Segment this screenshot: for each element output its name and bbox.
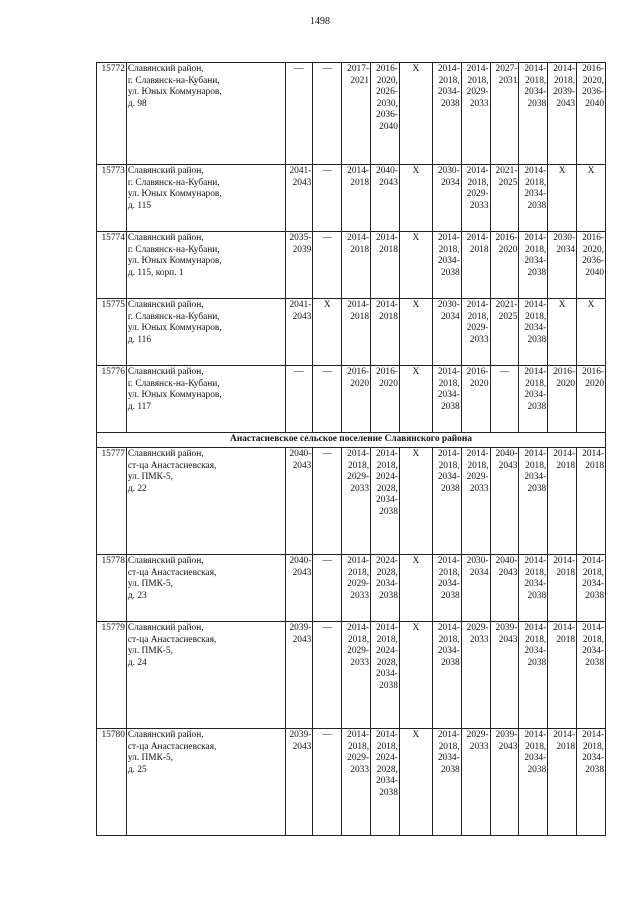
period-cell: —	[490, 366, 519, 433]
address-line: г. Славянск-на-Кубани,	[127, 378, 220, 389]
period-cell: 2016- 2020, 2036- 2040	[577, 63, 606, 165]
period-cell: 2016- 2020	[461, 366, 490, 433]
address-cell	[126, 555, 285, 622]
address-cell	[126, 448, 285, 555]
period-cell: 2014- 2018	[342, 232, 371, 299]
address-line: д. 25	[127, 764, 147, 775]
table-row	[97, 232, 606, 299]
address-line: ул. Юных Коммунаров,	[127, 87, 222, 98]
period-cell: 2040- 2043	[285, 555, 313, 622]
period-cell: 2014- 2018, 2034- 2038	[432, 63, 461, 165]
address-cell	[126, 729, 285, 836]
period-cell: 2021- 2025	[490, 165, 519, 232]
row-number: 15777	[97, 448, 127, 555]
period-cell: 2040- 2043	[490, 555, 519, 622]
period-cell: X	[399, 299, 432, 366]
table-row	[97, 555, 606, 622]
table-row	[97, 63, 606, 165]
address-line: Славянский район,	[127, 623, 204, 633]
row-number: 15774	[97, 232, 127, 299]
table-row	[97, 366, 606, 433]
period-cell: —	[313, 448, 342, 555]
address-cell	[126, 63, 285, 165]
period-cell: 2029- 2033	[461, 729, 490, 836]
period-cell: 2014- 2018, 2029- 2033	[461, 63, 490, 165]
address-line: Славянский район,	[127, 300, 204, 310]
address-line: ул. ПМК-5,	[127, 646, 174, 657]
period-cell: 2016- 2020, 2026- 2030, 2036- 2040	[371, 63, 400, 165]
period-cell: X	[399, 63, 432, 165]
address-line: ул. ПМК-5,	[127, 753, 174, 764]
address-line: г. Славянск-на-Кубани,	[127, 177, 220, 188]
period-cell: 2014- 2018, 2024- 2028, 2034- 2038	[371, 448, 400, 555]
period-cell: X	[399, 165, 432, 232]
row-number: 15773	[97, 165, 127, 232]
row-number: 15780	[97, 729, 127, 836]
period-cell: 2014- 2018, 2034- 2038	[519, 165, 548, 232]
address-line: Славянский район,	[127, 556, 204, 566]
period-cell: 2016- 2020	[548, 366, 577, 433]
period-cell: 2014- 2018	[548, 622, 577, 729]
period-cell: 2014- 2018, 2039- 2043	[548, 63, 577, 165]
period-cell: 2039- 2043	[285, 622, 313, 729]
period-cell: X	[548, 165, 577, 232]
period-cell: —	[313, 232, 342, 299]
page-number: 1498	[310, 16, 330, 27]
address-cell	[126, 622, 285, 729]
period-cell: —	[285, 366, 313, 433]
address-cell	[126, 299, 285, 366]
period-cell: X	[313, 299, 342, 366]
address-line: Славянский район,	[127, 64, 204, 74]
period-cell: 2030- 2034	[548, 232, 577, 299]
period-cell: 2014- 2018, 2034- 2038	[519, 729, 548, 836]
period-cell: 2014- 2018, 2029- 2033	[342, 555, 371, 622]
address-line: д. 23	[127, 590, 147, 601]
period-cell: X	[577, 165, 606, 232]
period-cell: 2029- 2033	[461, 622, 490, 729]
period-cell: 2014- 2018, 2024- 2028, 2034- 2038	[371, 622, 400, 729]
table-row	[97, 448, 606, 555]
period-cell: 2014- 2018, 2034- 2038	[519, 555, 548, 622]
period-cell: 2030- 2034	[461, 555, 490, 622]
period-cell: —	[313, 63, 342, 165]
address-line: д. 116	[127, 334, 152, 345]
period-cell: 2014- 2018, 2029- 2033	[342, 448, 371, 555]
period-cell: 2014- 2018, 2024- 2028, 2034- 2038	[371, 729, 400, 836]
table-row	[97, 622, 606, 729]
address-line: ул. Юных Коммунаров,	[127, 390, 222, 401]
address-cell	[126, 165, 285, 232]
period-cell: 2014- 2018, 2034- 2038	[432, 366, 461, 433]
period-cell: 2016- 2020	[577, 366, 606, 433]
period-cell: 2039- 2043	[285, 729, 313, 836]
period-cell: 2040- 2043	[285, 448, 313, 555]
period-cell: 2014- 2018, 2034- 2038	[432, 622, 461, 729]
period-cell: 2041- 2043	[285, 165, 313, 232]
address-line: ст-ца Анастасиевская,	[127, 634, 217, 645]
period-cell: 2040- 2043	[490, 448, 519, 555]
period-cell: X	[548, 299, 577, 366]
period-cell: 2039- 2043	[490, 729, 519, 836]
period-cell: 2014- 2018	[342, 299, 371, 366]
period-cell: 2014- 2018, 2034- 2038	[432, 448, 461, 555]
period-cell: —	[313, 366, 342, 433]
period-cell: 2014- 2018, 2034- 2038	[519, 366, 548, 433]
period-cell: X	[399, 729, 432, 836]
period-cell: 2030- 2034	[432, 165, 461, 232]
address-line: ст-ца Анастасиевская,	[127, 567, 217, 578]
period-cell: 2014- 2018	[371, 299, 400, 366]
address-line: д. 22	[127, 483, 147, 494]
address-line: д. 98	[127, 98, 147, 109]
period-cell: 2017- 2021	[342, 63, 371, 165]
period-cell: 2016- 2020	[371, 366, 400, 433]
address-cell	[126, 366, 285, 433]
address-line: ул. Юных Коммунаров,	[127, 256, 222, 267]
period-cell: 2014- 2018	[548, 448, 577, 555]
period-cell: X	[399, 232, 432, 299]
period-cell: 2024- 2028, 2034- 2038	[371, 555, 400, 622]
row-number: 15776	[97, 366, 127, 433]
address-line: г. Славянск-на-Кубани,	[127, 75, 220, 86]
period-cell: 2014- 2018	[548, 729, 577, 836]
period-cell: 2014- 2018	[342, 165, 371, 232]
row-number: 15779	[97, 622, 127, 729]
period-cell: 2014- 2018, 2034- 2038	[577, 729, 606, 836]
period-cell: X	[399, 366, 432, 433]
period-cell: 2014- 2018, 2034- 2038	[519, 622, 548, 729]
section-row	[97, 433, 606, 448]
period-cell: 2014- 2018, 2034- 2038	[432, 232, 461, 299]
period-cell: 2016- 2020, 2036- 2040	[577, 232, 606, 299]
table-row	[97, 729, 606, 836]
period-cell: 2014- 2018, 2029- 2033	[461, 299, 490, 366]
register-table	[96, 62, 606, 836]
address-line: ул. ПМК-5,	[127, 579, 174, 590]
period-cell: 2014- 2018, 2029- 2033	[461, 165, 490, 232]
period-cell: 2014- 2018, 2034- 2038	[519, 232, 548, 299]
address-line: ст-ца Анастасиевская,	[127, 460, 217, 471]
period-cell: 2039- 2043	[490, 622, 519, 729]
address-line: г. Славянск-на-Кубани,	[127, 311, 220, 322]
period-cell: 2016- 2020	[490, 232, 519, 299]
period-cell: 2014- 2018, 2034- 2038	[519, 299, 548, 366]
period-cell: 2014- 2018, 2029- 2033	[342, 622, 371, 729]
address-line: д. 115	[127, 200, 152, 211]
period-cell: —	[313, 622, 342, 729]
rows-after	[97, 448, 606, 836]
period-cell: —	[313, 729, 342, 836]
period-cell: X	[399, 448, 432, 555]
period-cell: 2014- 2018, 2029- 2033	[461, 448, 490, 555]
address-line: д. 117	[127, 401, 152, 412]
period-cell: 2014- 2018, 2034- 2038	[577, 555, 606, 622]
address-line: Славянский район,	[127, 233, 204, 243]
table-row	[97, 299, 606, 366]
address-line: д. 115, корп. 1	[127, 267, 184, 278]
period-cell: 2041- 2043	[285, 299, 313, 366]
period-cell: 2040- 2043	[371, 165, 400, 232]
row-number: 15778	[97, 555, 127, 622]
row-number: 15772	[97, 63, 127, 165]
period-cell: 2030- 2034	[432, 299, 461, 366]
period-cell: X	[577, 299, 606, 366]
period-cell: —	[313, 555, 342, 622]
address-line: ул. ПМК-5,	[127, 472, 174, 483]
period-cell: 2014- 2018, 2034- 2038	[432, 729, 461, 836]
address-line: д. 24	[127, 657, 147, 668]
period-cell: 2014- 2018, 2034- 2038	[432, 555, 461, 622]
address-line: ул. Юных Коммунаров,	[127, 323, 222, 334]
period-cell: —	[285, 63, 313, 165]
row-number: 15775	[97, 299, 127, 366]
period-cell: 2035- 2039	[285, 232, 313, 299]
address-line: ст-ца Анастасиевская,	[127, 741, 217, 752]
section-title: Анастасиевское сельское поселение Славянского района	[97, 433, 606, 448]
period-cell: 2014- 2018	[371, 232, 400, 299]
address-line: Славянский район,	[127, 367, 204, 377]
address-line: ул. Юных Коммунаров,	[127, 189, 222, 200]
period-cell: 2021- 2025	[490, 299, 519, 366]
period-cell: 2014- 2018, 2029- 2033	[342, 729, 371, 836]
rows-before	[97, 63, 606, 433]
period-cell: 2014- 2018, 2034- 2038	[577, 622, 606, 729]
period-cell: 2014- 2018, 2034- 2038	[519, 448, 548, 555]
period-cell: 2027- 2031	[490, 63, 519, 165]
address-cell	[126, 232, 285, 299]
period-cell: 2016- 2020	[342, 366, 371, 433]
period-cell: 2014- 2018	[461, 232, 490, 299]
table-row	[97, 165, 606, 232]
period-cell: X	[399, 622, 432, 729]
period-cell: —	[313, 165, 342, 232]
period-cell: 2014- 2018	[548, 555, 577, 622]
address-line: Славянский район,	[127, 449, 204, 459]
address-line: Славянский район,	[127, 730, 204, 740]
section	[97, 433, 606, 448]
period-cell: 2014- 2018	[577, 448, 606, 555]
address-line: г. Славянск-на-Кубани,	[127, 244, 220, 255]
period-cell: 2014- 2018, 2034- 2038	[519, 63, 548, 165]
address-line: Славянский район,	[127, 166, 204, 176]
period-cell: X	[399, 555, 432, 622]
